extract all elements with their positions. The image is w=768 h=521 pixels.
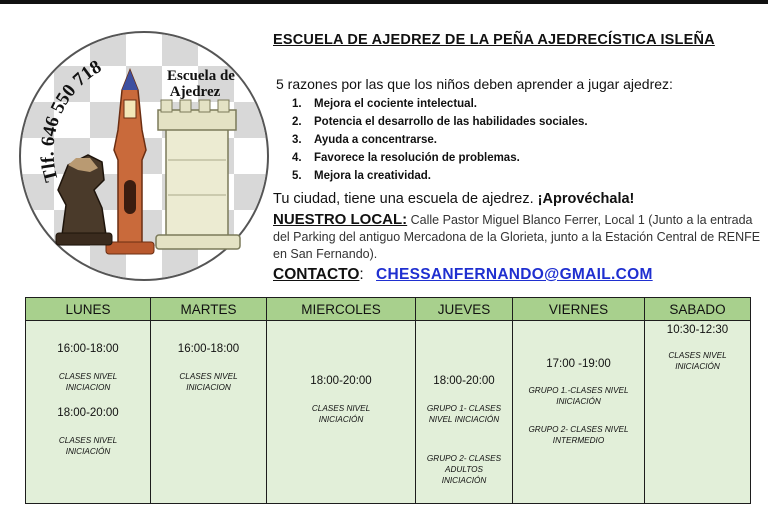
class-time: 18:00-20:00 — [310, 375, 372, 387]
class-note: GRUPO 1.-CLASES NIVEL INICIACIÓN — [528, 386, 629, 406]
class-note: GRUPO 1- CLASES NIVEL INICIACIÓN — [426, 404, 502, 424]
day-cell-martes — [151, 321, 267, 504]
class-time: 16:00-18:00 — [177, 343, 240, 355]
day-cell-viernes — [513, 321, 645, 504]
city-emphasis: ¡Aprovéchala! — [537, 191, 635, 207]
school-title: ESCUELA DE AJEDREZ DE LA PEÑA AJEDRECÍSTICA ISLEÑA — [273, 32, 715, 48]
schedule-table — [25, 297, 751, 504]
reasons-heading: 5 razones por las que los niños deben aprender a jugar ajedrez: — [276, 76, 673, 92]
list-item: 1. Mejora el cociente intelectual. — [292, 98, 477, 110]
local-address — [273, 211, 763, 263]
day-cell-jueves — [416, 321, 513, 504]
contact-email-link[interactable]: CHESSANFERNANDO@GMAIL.COM — [376, 266, 653, 283]
local-label: NUESTRO LOCAL: — [273, 211, 408, 228]
day-header: VIERNES — [513, 298, 645, 321]
class-note: CLASES NIVEL INICIACIÓN — [58, 436, 118, 456]
day-header: JUEVES — [416, 298, 513, 321]
logo-phone: Tlf. 646 550 718 — [37, 56, 106, 185]
list-item: 5. Mejora la creatividad. — [292, 170, 431, 182]
class-time: 10:30-12:30 — [666, 324, 729, 336]
schedule-body-row — [26, 321, 751, 504]
class-time: 16:00-18:00 — [57, 343, 119, 355]
day-cell-sabado — [645, 321, 751, 504]
class-time: 18:00-20:00 — [57, 407, 119, 419]
white-tower-icon — [156, 100, 240, 249]
top-border — [0, 0, 768, 4]
schedule-header-row — [26, 298, 751, 321]
chess-school-logo — [18, 30, 270, 282]
city-tagline: Tu ciudad, tiene una escuela de ajedrez. ¡Aprovéchala! — [273, 191, 635, 207]
class-note: CLASES NIVEL INICIACION — [58, 372, 118, 392]
class-time: 18:00-20:00 — [433, 375, 495, 387]
class-note: CLASES NIVEL INICIACION — [179, 372, 238, 392]
class-note: CLASES NIVEL INICIACIÓN — [668, 351, 727, 371]
class-time: 17:00 -19:00 — [546, 358, 611, 370]
list-item: 4. Favorece la resolución de problemas. — [292, 152, 520, 164]
contact-line: CONTACTO: CHESSANFERNANDO@GMAIL.COM — [273, 266, 653, 283]
class-note: CLASES NIVEL INICIACIÓN — [311, 404, 371, 424]
day-header: LUNES — [26, 298, 151, 321]
local-text: Calle Pastor Miguel Blanco Ferrer, Local 1 (Junto a la entrada del Parking del antiguo Mercadona de la Glorieta, junto a la Estación Central de RENFE en San Fernando). — [273, 213, 761, 261]
contact-label: CONTACTO — [273, 266, 360, 283]
list-item: 3. Ayuda a concentrarse. — [292, 134, 437, 146]
day-header: MARTES — [151, 298, 267, 321]
class-note: GRUPO 2- CLASES ADULTOS INICIACIÓN — [426, 454, 502, 485]
day-cell-lunes — [26, 321, 151, 504]
day-cell-miercoles — [267, 321, 416, 504]
logo-caption-line2: Ajedrez — [169, 84, 221, 100]
logo-caption-line1: Escuela de — [167, 68, 235, 84]
list-item: 2. Potencia el desarrollo de las habilidades sociales. — [292, 116, 588, 128]
reasons-list — [292, 95, 588, 185]
class-note: GRUPO 2- CLASES NIVEL INTERMEDIO — [528, 425, 629, 445]
day-header: SABADO — [645, 298, 751, 321]
day-header: MIERCOLES — [267, 298, 416, 321]
